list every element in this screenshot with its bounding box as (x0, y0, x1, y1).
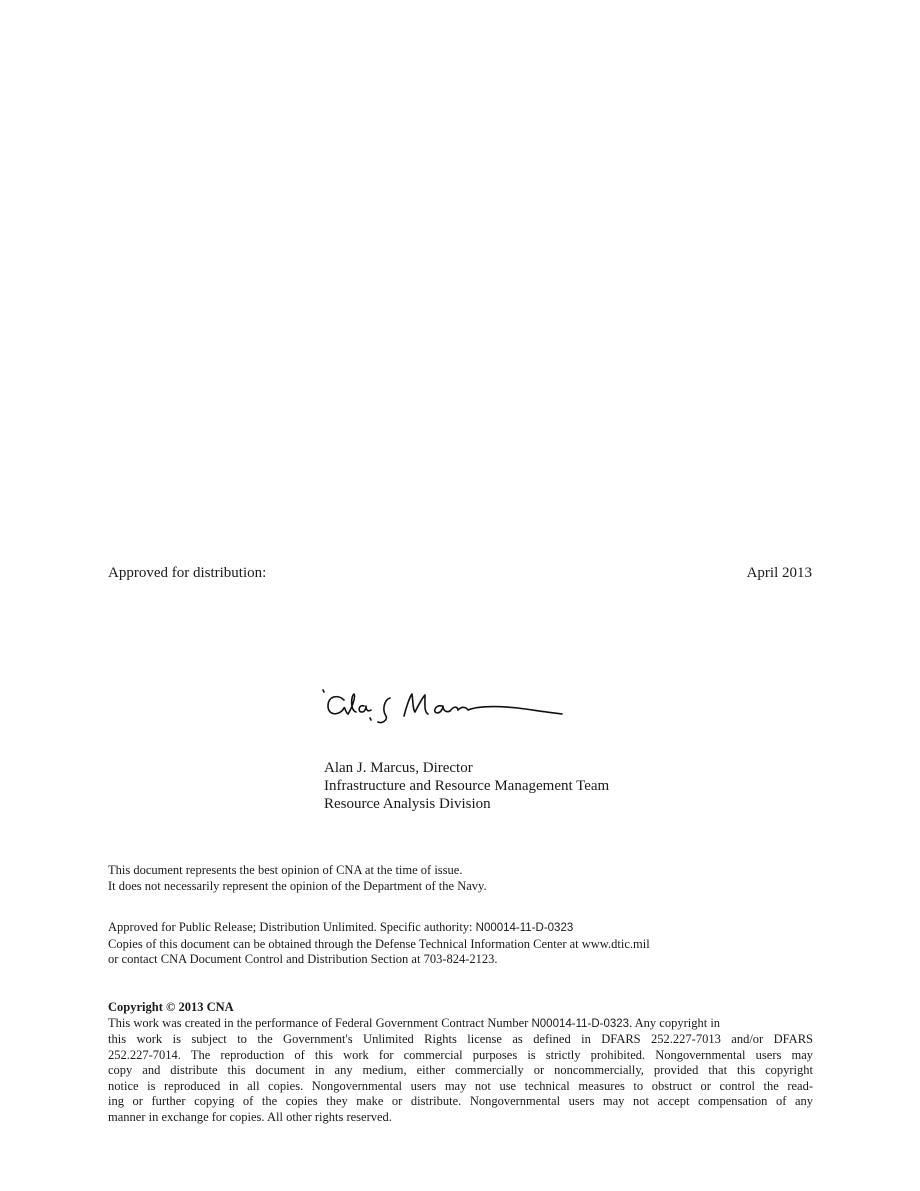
copyright-line-1 (108, 1016, 813, 1033)
signature (318, 684, 578, 734)
signer-block (324, 759, 609, 813)
opinion-disclaimer (108, 863, 812, 894)
release-contract-number: N00014-11-D-0323 (475, 922, 574, 934)
copyright-contract-number: N00014-11-D-0323 (531, 1017, 630, 1030)
copyright-line-5: notice is reproduced in all copies. Nongovernmental users may not use technical measures to obstruct or control the read- (108, 1078, 813, 1093)
signer-name-title: Alan J. Marcus, Director (324, 760, 473, 776)
copyright-line-6: ing or further copying of the copies they make or distribute. Nongovernmental users may not accept compensation of any (108, 1094, 813, 1108)
copyright-line-4: copy and distribute this document in any medium, either commercially or noncommercially, provided that this copyright (108, 1063, 813, 1077)
copyright-line-7: manner in exchange for copies. All other rights reserved. (108, 1109, 392, 1124)
copyright-heading: Copyright © 2013 CNA (108, 1000, 234, 1014)
release-line-2: Copies of this document can be obtained through the Defense Technical Information Center at www.dtic.mil (108, 936, 650, 951)
signer-team: Infrastructure and Resource Management Team (324, 778, 610, 794)
signature-image (318, 684, 578, 734)
release-authority-text: Approved for Public Release; Distribution Unlimited. Specific authority: (108, 920, 476, 934)
approval-date: April 2013 (746, 565, 812, 581)
signer-division: Resource Analysis Division (324, 796, 491, 812)
opinion-line-1: This document represents the best opinion of CNA at the time of issue. (108, 863, 463, 877)
copyright-line-1-prefix: This work was created in the performance of Federal Government Contract Number (108, 1015, 532, 1030)
copyright-line-2: this work is subject to the Government's Unlimited Rights license as defined in DFARS 252.227-7013 and/or DFARS (108, 1032, 813, 1046)
copyright-line-3: 252.227-7014. The reproduction of this work for commercial purposes is strictly prohibited. Nongovernmental users may (108, 1047, 813, 1062)
release-line-3: or contact CNA Document Control and Distribution Section at 703-824-2123. (108, 952, 498, 966)
copyright-line-1-suffix: . Any copyright in (629, 1015, 721, 1030)
opinion-line-2: It does not necessarily represent the opinion of the Department of the Navy. (108, 878, 487, 893)
copyright-block (108, 1000, 813, 1125)
approval-label: Approved for distribution: (108, 565, 267, 581)
release-statement (108, 920, 812, 968)
release-line-1 (108, 920, 812, 937)
